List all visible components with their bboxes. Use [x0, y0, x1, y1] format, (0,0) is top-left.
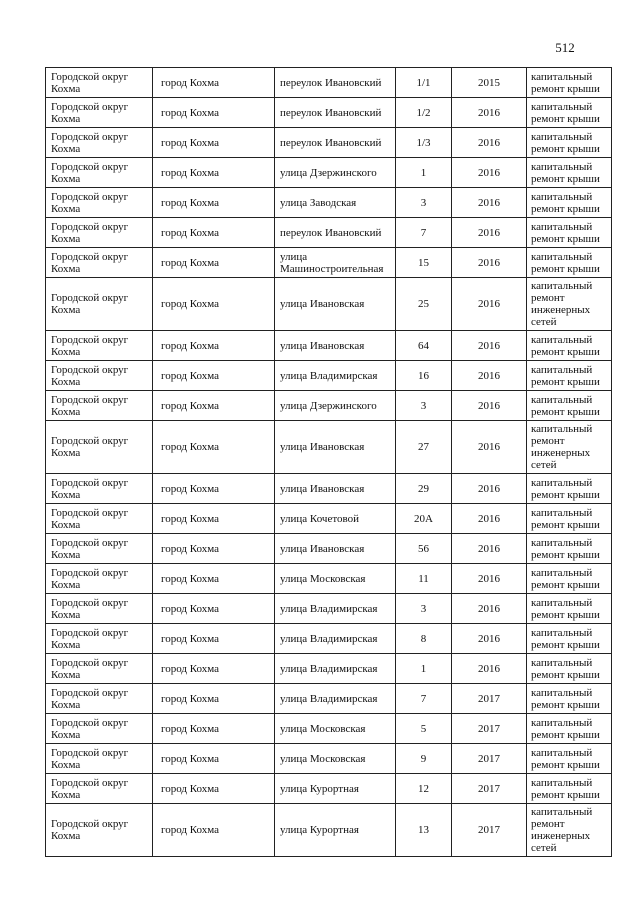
- street-cell: улица Заводская: [275, 188, 396, 218]
- city-cell: город Кохма: [153, 654, 275, 684]
- table-row: [46, 278, 612, 331]
- city-cell: город Кохма: [153, 421, 275, 474]
- city-cell: город Кохма: [153, 624, 275, 654]
- year-cell: 2016: [452, 534, 527, 564]
- year-cell: 2017: [452, 684, 527, 714]
- table-row: [46, 331, 612, 361]
- house-number-cell: 3: [396, 594, 452, 624]
- house-number-cell: 1/3: [396, 128, 452, 158]
- street-cell: улица Ивановская: [275, 534, 396, 564]
- work-type-cell: капитальный ремонт крыши: [527, 361, 612, 391]
- street-cell: улица Владимирская: [275, 624, 396, 654]
- municipality-cell: Городской округ Кохма: [46, 331, 153, 361]
- street-cell: улица Курортная: [275, 804, 396, 857]
- house-number-cell: 20А: [396, 504, 452, 534]
- city-cell: город Кохма: [153, 744, 275, 774]
- city-cell: город Кохма: [153, 128, 275, 158]
- city-cell: город Кохма: [153, 474, 275, 504]
- work-type-cell: капитальный ремонт крыши: [527, 684, 612, 714]
- work-type-cell: капитальный ремонт крыши: [527, 714, 612, 744]
- municipality-cell: Городской округ Кохма: [46, 594, 153, 624]
- year-cell: 2016: [452, 98, 527, 128]
- city-cell: город Кохма: [153, 218, 275, 248]
- year-cell: 2015: [452, 68, 527, 98]
- table-row: [46, 804, 612, 857]
- table-row: [46, 744, 612, 774]
- work-type-cell: капитальный ремонт крыши: [527, 654, 612, 684]
- house-number-cell: 29: [396, 474, 452, 504]
- street-cell: улица Московская: [275, 564, 396, 594]
- house-number-cell: 3: [396, 188, 452, 218]
- year-cell: 2017: [452, 744, 527, 774]
- municipality-cell: Городской округ Кохма: [46, 248, 153, 278]
- table-row: [46, 534, 612, 564]
- table-row: [46, 594, 612, 624]
- street-cell: улица Машиностроительная: [275, 248, 396, 278]
- table-row: [46, 684, 612, 714]
- house-number-cell: 16: [396, 361, 452, 391]
- work-type-cell: капитальный ремонт крыши: [527, 68, 612, 98]
- work-type-cell: капитальный ремонт инженерных сетей: [527, 804, 612, 857]
- municipality-cell: Городской округ Кохма: [46, 158, 153, 188]
- house-number-cell: 5: [396, 714, 452, 744]
- municipality-cell: Городской округ Кохма: [46, 654, 153, 684]
- work-type-cell: капитальный ремонт крыши: [527, 98, 612, 128]
- year-cell: 2016: [452, 624, 527, 654]
- street-cell: улица Ивановская: [275, 421, 396, 474]
- work-type-cell: капитальный ремонт крыши: [527, 474, 612, 504]
- table-row: [46, 98, 612, 128]
- street-cell: улица Владимирская: [275, 361, 396, 391]
- street-cell: улица Московская: [275, 714, 396, 744]
- house-number-cell: 13: [396, 804, 452, 857]
- city-cell: город Кохма: [153, 158, 275, 188]
- municipality-cell: Городской округ Кохма: [46, 624, 153, 654]
- year-cell: 2016: [452, 361, 527, 391]
- municipality-cell: Городской округ Кохма: [46, 534, 153, 564]
- work-type-cell: капитальный ремонт инженерных сетей: [527, 278, 612, 331]
- municipality-cell: Городской округ Кохма: [46, 278, 153, 331]
- street-cell: улица Дзержинского: [275, 158, 396, 188]
- house-number-cell: 7: [396, 684, 452, 714]
- street-cell: улица Ивановская: [275, 474, 396, 504]
- year-cell: 2016: [452, 128, 527, 158]
- table-row: [46, 774, 612, 804]
- street-cell: улица Московская: [275, 744, 396, 774]
- street-cell: переулок Ивановский: [275, 128, 396, 158]
- house-number-cell: 56: [396, 534, 452, 564]
- house-number-cell: 9: [396, 744, 452, 774]
- work-type-cell: капитальный ремонт крыши: [527, 774, 612, 804]
- house-number-cell: 11: [396, 564, 452, 594]
- table-row: [46, 564, 612, 594]
- table-row: [46, 218, 612, 248]
- work-type-cell: капитальный ремонт крыши: [527, 128, 612, 158]
- year-cell: 2017: [452, 714, 527, 744]
- municipality-cell: Городской округ Кохма: [46, 218, 153, 248]
- work-type-cell: капитальный ремонт крыши: [527, 624, 612, 654]
- table-row: [46, 391, 612, 421]
- table-row: [46, 68, 612, 98]
- work-type-cell: капитальный ремонт крыши: [527, 248, 612, 278]
- city-cell: город Кохма: [153, 68, 275, 98]
- street-cell: улица Дзержинского: [275, 391, 396, 421]
- table-row: [46, 128, 612, 158]
- house-number-cell: 12: [396, 774, 452, 804]
- street-cell: улица Владимирская: [275, 594, 396, 624]
- work-type-cell: капитальный ремонт крыши: [527, 744, 612, 774]
- work-type-cell: капитальный ремонт крыши: [527, 391, 612, 421]
- year-cell: 2016: [452, 218, 527, 248]
- house-number-cell: 1/2: [396, 98, 452, 128]
- table-row: [46, 248, 612, 278]
- house-number-cell: 27: [396, 421, 452, 474]
- city-cell: город Кохма: [153, 774, 275, 804]
- work-type-cell: капитальный ремонт крыши: [527, 594, 612, 624]
- year-cell: 2016: [452, 504, 527, 534]
- work-type-cell: капитальный ремонт крыши: [527, 534, 612, 564]
- street-cell: улица Ивановская: [275, 278, 396, 331]
- table-row: [46, 654, 612, 684]
- municipality-cell: Городской округ Кохма: [46, 391, 153, 421]
- table-row: [46, 188, 612, 218]
- municipality-cell: Городской округ Кохма: [46, 128, 153, 158]
- house-number-cell: 1: [396, 654, 452, 684]
- municipality-cell: Городской округ Кохма: [46, 744, 153, 774]
- municipality-cell: Городской округ Кохма: [46, 684, 153, 714]
- table-row: [46, 474, 612, 504]
- year-cell: 2016: [452, 158, 527, 188]
- municipality-cell: Городской округ Кохма: [46, 474, 153, 504]
- city-cell: город Кохма: [153, 504, 275, 534]
- municipality-cell: Городской округ Кохма: [46, 774, 153, 804]
- table-row: [46, 714, 612, 744]
- street-cell: переулок Ивановский: [275, 68, 396, 98]
- house-number-cell: 3: [396, 391, 452, 421]
- city-cell: город Кохма: [153, 564, 275, 594]
- municipality-cell: Городской округ Кохма: [46, 804, 153, 857]
- page-number: 512: [555, 40, 575, 55]
- street-cell: переулок Ивановский: [275, 98, 396, 128]
- house-number-cell: 64: [396, 331, 452, 361]
- street-cell: улица Курортная: [275, 774, 396, 804]
- city-cell: город Кохма: [153, 188, 275, 218]
- work-type-cell: капитальный ремонт крыши: [527, 504, 612, 534]
- year-cell: 2016: [452, 474, 527, 504]
- city-cell: город Кохма: [153, 278, 275, 331]
- table-row: [46, 504, 612, 534]
- municipality-cell: Городской округ Кохма: [46, 188, 153, 218]
- street-cell: улица Ивановская: [275, 331, 396, 361]
- city-cell: город Кохма: [153, 248, 275, 278]
- house-number-cell: 25: [396, 278, 452, 331]
- year-cell: 2016: [452, 331, 527, 361]
- work-type-cell: капитальный ремонт крыши: [527, 158, 612, 188]
- city-cell: город Кохма: [153, 361, 275, 391]
- city-cell: город Кохма: [153, 391, 275, 421]
- municipality-cell: Городской округ Кохма: [46, 68, 153, 98]
- house-number-cell: 15: [396, 248, 452, 278]
- street-cell: улица Кочетовой: [275, 504, 396, 534]
- house-number-cell: 7: [396, 218, 452, 248]
- street-cell: улица Владимирская: [275, 684, 396, 714]
- municipality-cell: Городской округ Кохма: [46, 564, 153, 594]
- house-number-cell: 1: [396, 158, 452, 188]
- city-cell: город Кохма: [153, 331, 275, 361]
- year-cell: 2016: [452, 421, 527, 474]
- municipality-cell: Городской округ Кохма: [46, 98, 153, 128]
- year-cell: 2016: [452, 564, 527, 594]
- work-type-cell: капитальный ремонт крыши: [527, 564, 612, 594]
- city-cell: город Кохма: [153, 804, 275, 857]
- street-cell: переулок Ивановский: [275, 218, 396, 248]
- house-number-cell: 8: [396, 624, 452, 654]
- year-cell: 2016: [452, 391, 527, 421]
- year-cell: 2016: [452, 248, 527, 278]
- city-cell: город Кохма: [153, 98, 275, 128]
- work-type-cell: капитальный ремонт крыши: [527, 188, 612, 218]
- city-cell: город Кохма: [153, 714, 275, 744]
- street-cell: улица Владимирская: [275, 654, 396, 684]
- year-cell: 2016: [452, 654, 527, 684]
- year-cell: 2016: [452, 594, 527, 624]
- city-cell: город Кохма: [153, 534, 275, 564]
- table-row: [46, 421, 612, 474]
- table-row: [46, 158, 612, 188]
- work-type-cell: капитальный ремонт крыши: [527, 331, 612, 361]
- municipality-cell: Городской округ Кохма: [46, 361, 153, 391]
- year-cell: 2016: [452, 278, 527, 331]
- year-cell: 2017: [452, 804, 527, 857]
- house-number-cell: 1/1: [396, 68, 452, 98]
- municipality-cell: Городской округ Кохма: [46, 504, 153, 534]
- work-type-cell: капитальный ремонт крыши: [527, 218, 612, 248]
- municipality-cell: Городской округ Кохма: [46, 714, 153, 744]
- table-row: [46, 361, 612, 391]
- work-type-cell: капитальный ремонт инженерных сетей: [527, 421, 612, 474]
- year-cell: 2017: [452, 774, 527, 804]
- year-cell: 2016: [452, 188, 527, 218]
- municipality-cell: Городской округ Кохма: [46, 421, 153, 474]
- repair-schedule-table: [45, 67, 612, 857]
- table-row: [46, 624, 612, 654]
- city-cell: город Кохма: [153, 684, 275, 714]
- city-cell: город Кохма: [153, 594, 275, 624]
